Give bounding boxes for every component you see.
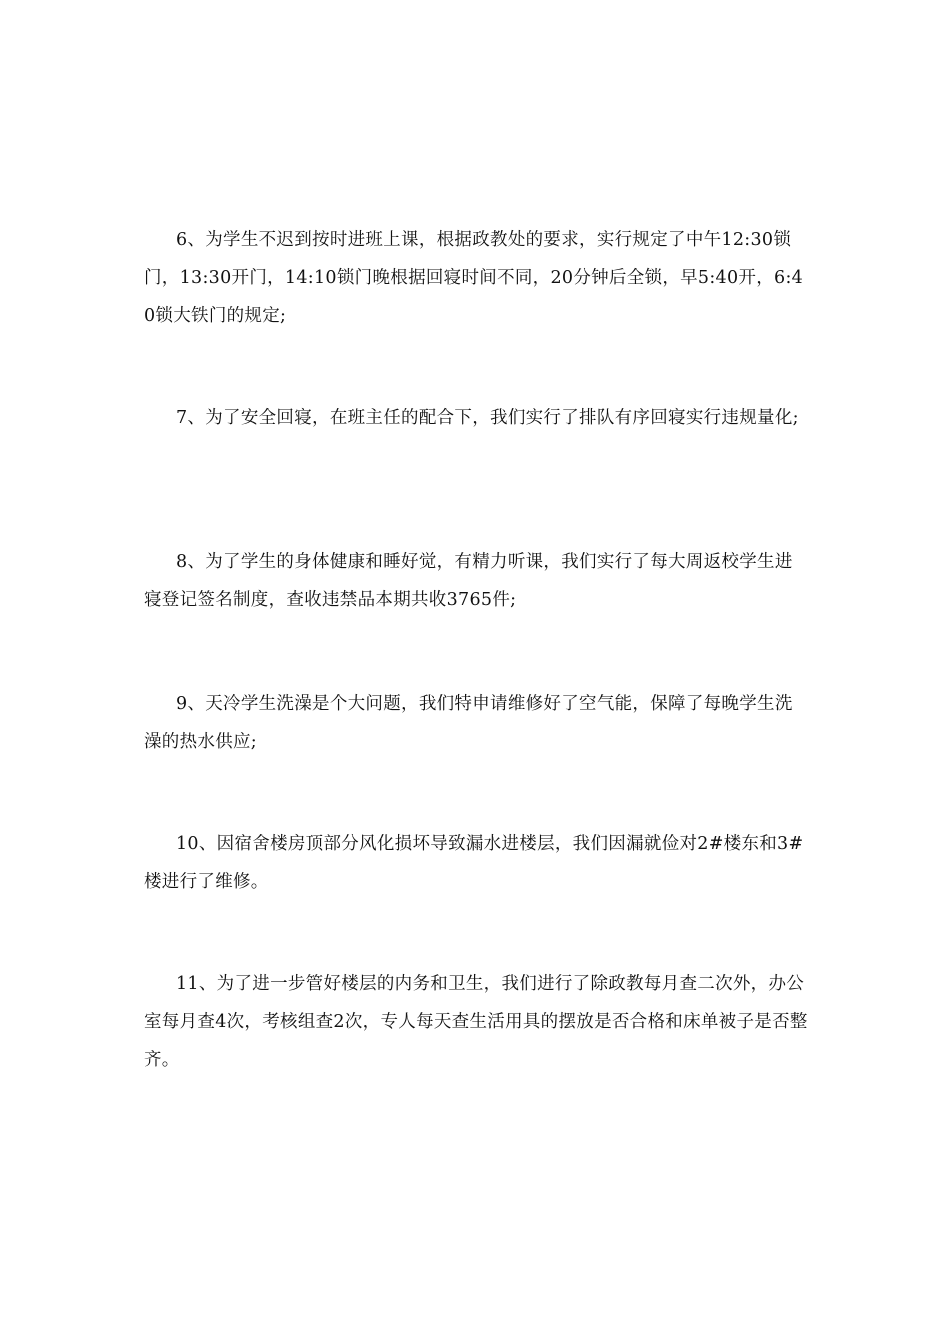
paragraph-item-9: 9、天冷学生洗澡是个大问题，我们特申请维修好了空气能，保障了每晚学生洗澡的热水供应; (144, 694, 793, 752)
paragraph-item-11: 11、为了进一步管好楼层的内务和卫生，我们进行了除政教每月查二次外，办公室每月查4次，考核组查2次，专人每天查生活用具的摆放是否合格和床单被子是否整齐。 (144, 974, 808, 1070)
paragraph-item-8: 8、为了学生的身体健康和睡好觉，有精力听课，我们实行了每大周返校学生进寝登记签名制度，查收违禁品本期共收3765件; (144, 552, 793, 610)
paragraph-item-10: 10、因宿舍楼房顶部分风化损坏导致漏水进楼层，我们因漏就俭对2#楼东和3#楼进行了维修。 (144, 834, 804, 892)
paragraph-item-7: 7、为了安全回寝，在班主任的配合下，我们实行了排队有序回寝实行违规量化; (176, 408, 799, 428)
paragraph-item-6: 6、为学生不迟到按时进班上课，根据政教处的要求，实行规定了中午12:30锁门，13:30开门，14:10锁门晚根据回寝时间不同，20分钟后全锁，早5:40开，6:40锁大铁门的规定; (144, 230, 804, 326)
